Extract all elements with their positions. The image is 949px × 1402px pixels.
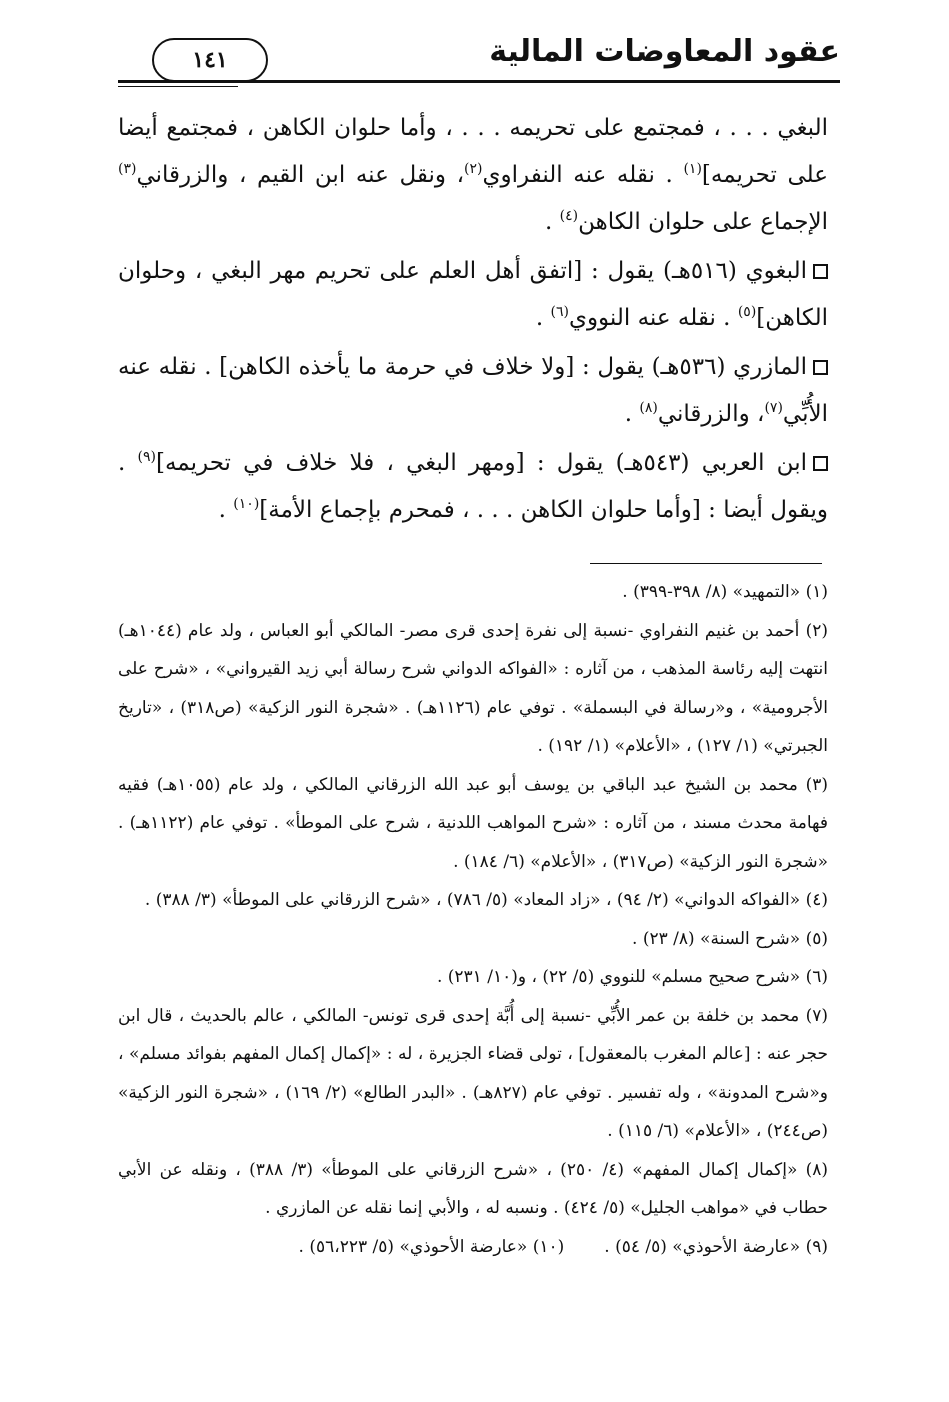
text-run: ، والزرقاني [657, 401, 765, 427]
footnote-ref: (٨) [639, 400, 658, 416]
footnote-7: (٧) محمد بن خلفة بن عمر الأُبِّي -نسبة إلى أُبَّة إحدى قرى تونس- المالكي ، عالم بالحديث ، قال ابن حجر عنه : [عالم المغرب بالمعقول] ، تولى قضاء الجزيرة ، له : «إكمال إكمال المفهم بفوائد مسلم» ، و«شرح المدونة» ، وله تفسير . توفي عام (٨٢٧هـ) . «البدر الطالع» (٢/ ١٦٩) ، «شجرة النور الزكية» (ص٢٤٤) ، «الأعلام» (٦/ ١١٥) . [118, 1005, 829, 1141]
footnote-2: (٢) أحمد بن غنيم النفراوي -نسبة إلى نفرة إحدى قرى مصر- المالكي أبو العباس ، ولد عام (١٠٤٤هـ) انتهت إليه رئاسة المذهب ، من آثاره : «الفواكه الدواني شرح رسالة أبي زيد القيرواني» ، «شرح على الأجرومية» ، و«رسالة في البسملة» . توفي عام (١١٢٦هـ) . «شجرة النور الزكية» (ص٣١٨) ، «تاريخ الجبرتي» (١/ ١٢٧) ، «الأعلام» (١/ ١٩٢) . [118, 620, 829, 756]
page-header [118, 30, 840, 90]
footnote-row-9-10 [118, 1228, 828, 1267]
paragraph-mazari [118, 344, 828, 438]
text-run: البغوي (٥١٦هـ) يقول : [اتفق أهل العلم على تحريم مهر البغي ، وحلوان الكاهن] [118, 258, 828, 331]
footnote-5: (٥) «شرح السنة» (٨/ ٢٣) . [632, 928, 828, 949]
text-run: الإجماع على حلوان الكاهن [578, 209, 828, 235]
footnote-1: (١) «التمهيد» (٨/ ٣٩٨-٣٩٩) . [622, 582, 828, 602]
footnote-ref: (٩) [137, 449, 156, 465]
square-bullet-icon [813, 264, 828, 279]
footnote-ref: (٢) [464, 161, 483, 177]
footnote-ref: (٣) [118, 161, 137, 177]
text-run: البغي . . . ، فمجتمع على تحريمه . . . ، وأما حلوان الكاهن ، فمجتمع أيضا على تحريمه] [118, 115, 828, 188]
text-run: . [624, 401, 640, 427]
square-bullet-icon [813, 456, 828, 471]
main-text [118, 105, 828, 534]
text-run: . [544, 209, 560, 235]
footnotes [118, 573, 828, 1266]
footnote-ref: (٦) [550, 304, 569, 320]
paragraph-baghawi [118, 248, 828, 342]
footnote-ref: (١) [683, 161, 702, 177]
footnote-4: (٤) «الفواكه الدواني» (٢/ ٩٤) ، «زاد المعاد» (٥/ ٧٨٦) ، «شرح الزرقاني على الموطأ» (٣/ ٣٨٨) . [144, 890, 828, 910]
footnote-6: (٦) «شرح صحيح مسلم» للنووي (٥/ ٢٢) ، و(١٠/ ٢٣١) . [436, 967, 828, 987]
footnote-separator [590, 563, 822, 564]
footnote-10: (١٠) «عارضة الأحوذي» (٥/ ٥٦،٢٢٣) . [298, 1236, 565, 1257]
square-bullet-icon [813, 360, 828, 375]
footnote-ref: (٧) [764, 400, 783, 416]
paragraph-ibn-arabi [118, 440, 828, 534]
footnote-3: (٣) محمد بن الشيخ عبد الباقي بن يوسف أبو عبد الله الزرقاني المالكي ، ولد عام (١٠٥٥هـ) فقيه فهامة محدث مسند ، من آثاره : «شرح المواهب اللدنية ، شرح على الموطأ» . توفي عام (١١٢٢هـ) . «شجرة النور الزكية» (ص٣١٧) ، «الأعلام» (٦/ ١٨٤) . [118, 774, 828, 872]
text-run: . [535, 305, 551, 331]
text-run: . ويقول أيضا : [وأما حلوان الكاهن . . . ، فمحرم بإجماع الأمة] [118, 450, 828, 523]
footnote-ref: (١٠) [233, 496, 260, 512]
text-run: المازري (٥٣٦هـ) يقول : [ولا خلاف في حرمة ما يأخذه الكاهن] . نقله عنه الأُبِّي [118, 354, 828, 427]
running-title: عقود المعاوضات المالية [489, 34, 840, 69]
text-run: . [218, 497, 234, 523]
header-rule-short [118, 86, 238, 87]
text-run: ابن العربي (٥٤٣هـ) يقول : [ومهر البغي ، فلا خلاف في تحريمه] [156, 450, 807, 476]
footnote-8: (٨) «إكمال إكمال المفهم» (٤/ ٢٥٠) ، «شرح الزرقاني على الموطأ» (٣/ ٣٨٨) ، ونقله عن الأبي حطاب في «مواهب الجليل» (٥/ ٤٢٤) . ونسبه له ، والأبي إنما نقله عن المازري . [118, 1159, 829, 1218]
page-number: ١٤١ [152, 38, 268, 82]
footnote-ref: (٥) [737, 304, 757, 320]
footnote-ref: (٤) [559, 208, 579, 224]
footnote-9: (٩) «عارضة الأحوذي» (٥/ ٥٤) . [604, 1236, 828, 1257]
text-run: ، ونقل عنه ابن القيم ، والزرقاني [136, 162, 465, 188]
text-run: . نقله عنه النووي [568, 305, 738, 331]
paragraph-1 [118, 105, 828, 246]
text-run: . نقله عنه النفراوي [482, 162, 684, 188]
